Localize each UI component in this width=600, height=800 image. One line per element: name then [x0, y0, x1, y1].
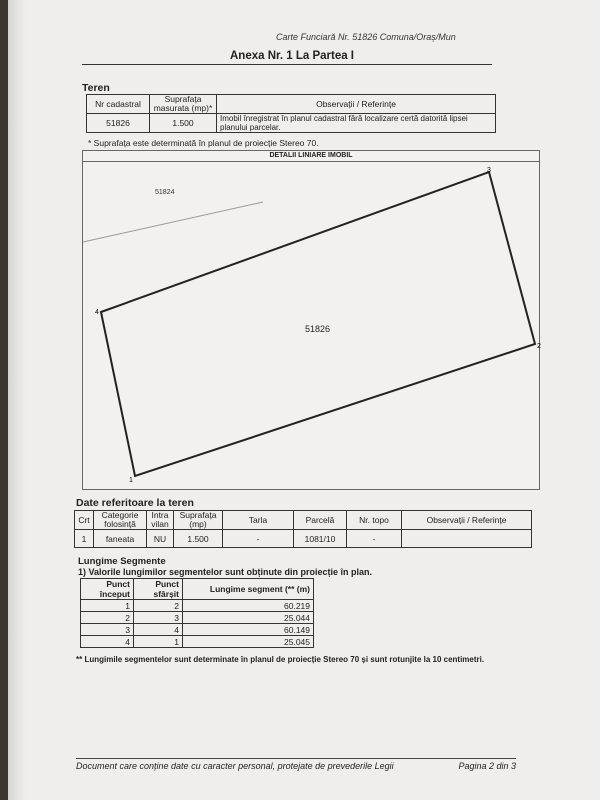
page-edge-shadow — [8, 0, 26, 800]
cell-start: 1 — [81, 600, 134, 612]
date-ref-table — [74, 510, 532, 548]
cell-start: 2 — [81, 612, 134, 624]
segment-row — [81, 612, 314, 624]
col-lungime: Lungime segment (** (m) — [183, 579, 314, 600]
col-parcela: Parcelă — [294, 511, 347, 530]
col-punct-inceput: Punct început — [81, 579, 134, 600]
carte-funciara-header: Carte Funciară Nr. 51826 Comuna/Oraș/Mun — [276, 32, 456, 42]
col-observatii-ref: Observații / Referințe — [402, 511, 532, 530]
cell-nr-topo: - — [347, 530, 402, 548]
date-ref-data-row — [75, 530, 532, 548]
segment-row — [81, 636, 314, 648]
cell-suprafata-ref: 1.500 — [174, 530, 223, 548]
segments-header-row — [81, 579, 314, 600]
cell-end: 4 — [134, 624, 183, 636]
vertex-label: 3 — [487, 167, 491, 174]
cell-length: 60.219 — [183, 600, 314, 612]
col-punct-sfarsit: Punct sfârșit — [134, 579, 183, 600]
cell-start: 3 — [81, 624, 134, 636]
col-suprafata-ref: Suprafața (mp) — [174, 511, 223, 530]
page-number: Pagina 2 din 3 — [458, 761, 516, 771]
vertex-label: 4 — [95, 309, 99, 316]
parcel-label: 51826 — [305, 324, 331, 334]
cell-crt: 1 — [75, 530, 94, 548]
cell-start: 4 — [81, 636, 134, 648]
document-page — [8, 0, 600, 800]
teren-table — [86, 94, 496, 133]
teren-footnote: * Suprafața este determinată în planul de proiecție Stereo 70. — [88, 138, 319, 148]
cell-observatii: Imobil înregistrat în planul cadastral fără localizare certă datorită lipsei planului parcelar. — [217, 114, 496, 133]
col-intravilan: Intra vilan — [147, 511, 174, 530]
segment-row — [81, 600, 314, 612]
cell-categorie: faneata — [94, 530, 147, 548]
segments-subtitle: 1) Valorile lungimilor segmentelor sunt obținute din proiecție în plan. — [78, 567, 373, 577]
neighbor-boundary-line — [83, 202, 263, 242]
date-ref-header-row — [75, 511, 532, 530]
vertex-label: 2 — [537, 343, 541, 350]
col-observatii: Observații / Referințe — [217, 95, 496, 114]
parcel-diagram — [82, 150, 540, 490]
neighbor-label: 51824 — [155, 189, 175, 196]
cell-end: 3 — [134, 612, 183, 624]
cell-tarla: - — [223, 530, 294, 548]
cell-suprafata: 1.500 — [150, 114, 217, 133]
col-crt: Crt — [75, 511, 94, 530]
annex-title: Anexa Nr. 1 La Partea I — [230, 50, 355, 62]
page-footer — [76, 758, 516, 771]
cell-nr-cadastral: 51826 — [87, 114, 150, 133]
cell-length: 25.045 — [183, 636, 314, 648]
diagram-caption: DETALII LINIARE IMOBIL — [83, 151, 539, 162]
col-nr-topo: Nr. topo — [347, 511, 402, 530]
cell-parcela: 1081/10 — [294, 530, 347, 548]
cell-end: 2 — [134, 600, 183, 612]
col-tarla: Tarla — [223, 511, 294, 530]
col-nr-cadastral: Nr cadastral — [87, 95, 150, 114]
parcel-drawing — [83, 162, 539, 488]
title-rule — [82, 64, 492, 65]
cell-length: 25.044 — [183, 612, 314, 624]
teren-data-row — [87, 114, 496, 133]
cell-intravilan: NU — [147, 530, 174, 548]
col-categorie: Categorie folosință — [94, 511, 147, 530]
footer-legal-note: Document care conține date cu caracter personal, protejate de prevederile Legii — [76, 761, 394, 771]
segments-table — [80, 578, 314, 648]
segments-heading: Lungime Segmente — [78, 556, 166, 567]
vertex-label: 1 — [129, 477, 133, 484]
segment-row — [81, 624, 314, 636]
teren-header-row — [87, 95, 496, 114]
date-ref-heading: Date referitoare la teren — [76, 497, 194, 509]
teren-heading: Teren — [82, 82, 110, 94]
col-suprafata: Suprafața masurata (mp)* — [150, 95, 217, 114]
cell-end: 1 — [134, 636, 183, 648]
segments-footnote: ** Lungimile segmentelor sunt determinate în planul de proiecție Stereo 70 și sunt rotunjite la 10 centimetri. — [76, 655, 485, 664]
cell-length: 60.149 — [183, 624, 314, 636]
cell-observatii-ref — [402, 530, 532, 548]
